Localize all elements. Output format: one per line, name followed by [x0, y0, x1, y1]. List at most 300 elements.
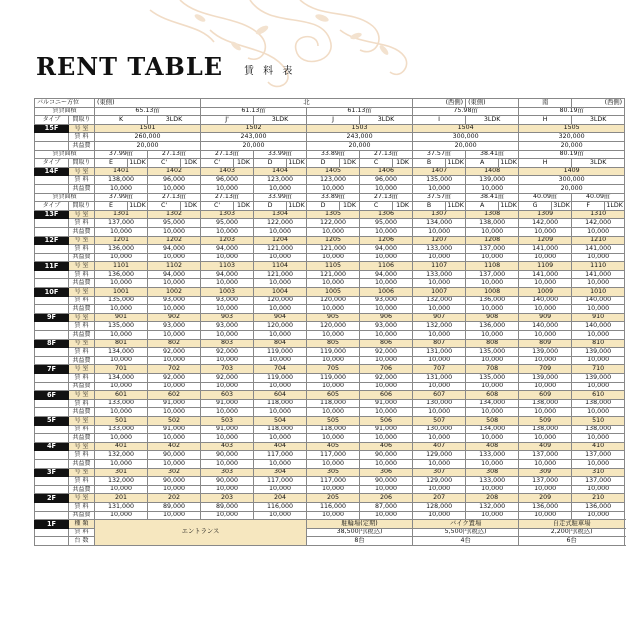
layout-value: 3LDK	[466, 116, 519, 125]
floor-spacer	[35, 477, 69, 486]
layout-value: 1DK	[340, 159, 360, 168]
fee-value: 10,000	[148, 253, 201, 262]
rent-value: 90,000	[201, 451, 254, 460]
layout-value: 1LDK	[447, 201, 464, 209]
rent-value: 118,000	[254, 425, 307, 434]
fee-value: 10,000	[201, 331, 254, 340]
fee-value: 10,000	[148, 227, 201, 236]
area-value: 27.13㎡	[148, 150, 201, 159]
fee-value: 10,000	[466, 184, 519, 193]
table-row	[35, 133, 625, 142]
rent-value: 138,000	[466, 219, 519, 228]
layout-value: 1LDK	[129, 201, 146, 209]
fee-value: 10,000	[254, 382, 307, 391]
type-value: C'	[148, 159, 181, 168]
rent-value: 131,000	[413, 348, 466, 357]
fee-value: 10,000	[466, 434, 519, 443]
fee-value: 10,000	[360, 511, 413, 520]
table-row	[35, 356, 625, 365]
rent-value: 95,000	[360, 219, 413, 228]
rent-label: 賃 料	[69, 528, 95, 537]
floor-label: 12F	[35, 236, 69, 245]
rent-value: 94,000	[360, 270, 413, 279]
fee-value: 10,000	[254, 408, 307, 417]
fee-value: 10,000	[148, 408, 201, 417]
table-row	[35, 219, 625, 228]
fee-label: 共益費	[69, 382, 95, 391]
rent-value: 120,000	[254, 322, 307, 331]
rent-value: 132,000	[95, 451, 148, 460]
rent-value: 94,000	[201, 270, 254, 279]
room-number: 904	[254, 313, 307, 322]
room-number: 1009	[519, 288, 572, 297]
table-row	[35, 176, 625, 185]
table-row	[35, 99, 625, 108]
room-number: 402	[148, 442, 201, 451]
room-number: 702	[148, 365, 201, 374]
room-number: 1101	[95, 262, 148, 271]
type-value: E	[95, 202, 128, 211]
room-number: 1504	[413, 124, 519, 133]
rent-value: 90,000	[360, 451, 413, 460]
room-number: 1104	[254, 262, 307, 271]
rent-value: 90,000	[148, 451, 201, 460]
table-row	[35, 141, 625, 150]
room-number: 1110	[572, 262, 625, 271]
layout-value: 3LDK	[254, 116, 307, 125]
room-number: 308	[466, 468, 519, 477]
room-number: 803	[201, 339, 254, 348]
rent-value: 137,000	[519, 451, 572, 460]
rent-value: 132,000	[466, 502, 519, 511]
room-number: 903	[201, 313, 254, 322]
fee-value: 10,000	[519, 434, 572, 443]
rent-value: 117,000	[307, 451, 360, 460]
area-value: 27.13㎡	[360, 193, 413, 202]
fee-value: 10,000	[466, 382, 519, 391]
layout-value: 3LDK	[572, 116, 625, 125]
table-row	[35, 416, 625, 425]
rent-value: 92,000	[148, 348, 201, 357]
fee-value: 10,000	[95, 408, 148, 417]
floor-spacer	[35, 270, 69, 279]
floor-label: 13F	[35, 210, 69, 219]
rent-label: 賃 料	[69, 322, 95, 331]
room-number: 1302	[148, 210, 201, 219]
fee-value: 10,000	[307, 408, 360, 417]
rent-value: 135,000	[466, 374, 519, 383]
fee-value: 10,000	[413, 485, 466, 494]
layout-value: 1DK	[393, 159, 413, 168]
room-number: 604	[254, 391, 307, 400]
rent-table-container	[34, 98, 623, 546]
room-number: 809	[519, 339, 572, 348]
rent-value: 133,000	[413, 245, 466, 254]
layout-value: 1DK	[181, 202, 201, 211]
room-number: 805	[307, 339, 360, 348]
fee-value: 10,000	[413, 227, 466, 236]
rent-value: 96,000	[360, 176, 413, 185]
table-row	[35, 520, 625, 529]
rent-value: 134,000	[466, 399, 519, 408]
rent-value: 117,000	[307, 477, 360, 486]
rent-value: 140,000	[519, 296, 572, 305]
rent-value: 131,000	[95, 502, 148, 511]
rent-value: 134,000	[413, 219, 466, 228]
floor-label: 15F	[35, 124, 69, 133]
rent-value: 134,000	[466, 425, 519, 434]
room-number: 1005	[307, 288, 360, 297]
fee-label: 共益費	[69, 485, 95, 494]
room-number: 1002	[148, 288, 201, 297]
floor-spacer	[35, 425, 69, 434]
type-value: D	[254, 202, 287, 211]
layout-value: 1LDK	[606, 201, 623, 209]
layout-label: 間取り	[69, 116, 95, 125]
floor-spacer	[35, 399, 69, 408]
type-value: C'	[201, 159, 234, 168]
floor-spacer	[35, 176, 69, 185]
type-value: B	[413, 159, 446, 168]
type-value: D	[307, 202, 340, 211]
fee-value: 10,000	[95, 511, 148, 520]
rent-value: 135,000	[413, 176, 466, 185]
layout-value: 1LDK	[447, 158, 464, 166]
fee-value: 10,000	[307, 331, 360, 340]
room-label: 号 室	[69, 124, 95, 133]
table-row	[35, 184, 625, 193]
fee-label: 共益費	[69, 305, 95, 314]
room-number: 1109	[519, 262, 572, 271]
table-row	[35, 305, 625, 314]
floor-spacer	[35, 528, 69, 537]
room-number: 608	[466, 391, 519, 400]
rent-value: 87,000	[360, 502, 413, 511]
fee-value: 10,000	[466, 485, 519, 494]
rent-value: 136,000	[572, 502, 625, 511]
fee-value: 10,000	[254, 356, 307, 365]
fee-label: 共益費	[69, 331, 95, 340]
room-number: 601	[95, 391, 148, 400]
room-number: 1304	[254, 210, 307, 219]
rent-value: 120,000	[307, 322, 360, 331]
fee-value: 10,000	[254, 511, 307, 520]
area-value: 40.09㎡	[572, 193, 625, 202]
room-number: 303	[201, 468, 254, 477]
room-number: 902	[148, 313, 201, 322]
rent-value: 118,000	[254, 399, 307, 408]
fee-value: 10,000	[148, 305, 201, 314]
rent-value: 122,000	[307, 219, 360, 228]
rent-value: 117,000	[254, 451, 307, 460]
room-number: 307	[413, 468, 466, 477]
room-number: 501	[95, 416, 148, 425]
rent-value: 94,000	[360, 245, 413, 254]
area-value: 80.19㎡	[519, 107, 625, 116]
room-number: 908	[466, 313, 519, 322]
fee-label: 共益費	[69, 408, 95, 417]
room-number: 205	[307, 494, 360, 503]
floor-label: 2F	[35, 494, 69, 503]
room-label: 号 室	[69, 494, 95, 503]
room-number: 408	[466, 442, 519, 451]
rent-value: 93,000	[148, 296, 201, 305]
fee-value: 20,000	[95, 141, 201, 150]
table-row	[35, 459, 625, 468]
room-number: 607	[413, 391, 466, 400]
floor-label: 3F	[35, 468, 69, 477]
rent-value: 120,000	[254, 296, 307, 305]
room-number: 609	[519, 391, 572, 400]
fee-label: 共益費	[69, 141, 95, 150]
floor-label: 11F	[35, 262, 69, 271]
rent-value: 128,000	[413, 502, 466, 511]
rent-value: 138,000	[572, 399, 625, 408]
fee-value: 10,000	[466, 331, 519, 340]
layout-value: 1DK	[393, 202, 413, 211]
fee-value: 10,000	[466, 408, 519, 417]
rent-label: 賃 料	[69, 425, 95, 434]
table-row	[35, 442, 625, 451]
area-label: 賃貸面積	[35, 193, 95, 202]
floor-spacer	[35, 279, 69, 288]
table-row	[35, 494, 625, 503]
rent-value: 139,000	[466, 176, 519, 185]
fee-value: 10,000	[572, 459, 625, 468]
rent-value: 135,000	[95, 322, 148, 331]
room-number: 801	[95, 339, 148, 348]
rent-value: 141,000	[519, 270, 572, 279]
table-row	[35, 150, 625, 159]
fee-value: 10,000	[572, 227, 625, 236]
rent-value: 123,000	[254, 176, 307, 185]
fee-value: 10,000	[360, 356, 413, 365]
layout-value: 1DK	[234, 159, 254, 168]
table-row	[35, 253, 625, 262]
room-number: 709	[519, 365, 572, 374]
table-row	[35, 322, 625, 331]
room-number: 606	[360, 391, 413, 400]
room-number: 305	[307, 468, 360, 477]
fee-label: 共益費	[69, 253, 95, 262]
layout-value: 1DK	[340, 202, 360, 211]
layout-value: 3LDK	[148, 116, 201, 125]
fee-value: 10,000	[466, 459, 519, 468]
fee-value: 10,000	[95, 382, 148, 391]
table-row	[35, 124, 625, 133]
fee-value: 10,000	[307, 434, 360, 443]
rent-value: 130,000	[413, 425, 466, 434]
table-row	[35, 408, 625, 417]
rent-value: 133,000	[95, 399, 148, 408]
table-row	[35, 425, 625, 434]
fee-value: 10,000	[519, 253, 572, 262]
fee-label: 共益費	[69, 356, 95, 365]
area-value: 37.99㎡	[95, 193, 148, 202]
fee-value: 10,000	[95, 253, 148, 262]
fee-value: 10,000	[360, 408, 413, 417]
fee-value: 10,000	[307, 279, 360, 288]
rent-value: 137,000	[466, 270, 519, 279]
rent-label: 賃 料	[69, 451, 95, 460]
table-row	[35, 451, 625, 460]
room-number: 310	[572, 468, 625, 477]
fee-value: 20,000	[519, 184, 625, 193]
table-row	[35, 485, 625, 494]
fee-value: 10,000	[519, 305, 572, 314]
room-number: 909	[519, 313, 572, 322]
table-row	[35, 348, 625, 357]
fee-value: 10,000	[572, 382, 625, 391]
room-number: 405	[307, 442, 360, 451]
use-value: バイク置場	[413, 520, 519, 529]
fee-value: 10,000	[95, 459, 148, 468]
room-label: 号 室	[69, 167, 95, 176]
fee-value: 10,000	[519, 356, 572, 365]
rent-value: 93,000	[148, 322, 201, 331]
room-label: 号 室	[69, 339, 95, 348]
rent-value: 138,000	[95, 176, 148, 185]
room-number: 207	[413, 494, 466, 503]
table-row	[35, 270, 625, 279]
fee-label: 共益費	[69, 184, 95, 193]
fee-value: 10,000	[148, 434, 201, 443]
rent-value: 92,000	[201, 348, 254, 357]
rent-value: 90,000	[148, 477, 201, 486]
room-number: 410	[572, 442, 625, 451]
count-value: 6台	[519, 537, 625, 546]
rent-label: 賃 料	[69, 296, 95, 305]
rent-value: 96,000	[201, 176, 254, 185]
rent-value: 91,000	[360, 399, 413, 408]
rent-value: 139,000	[572, 348, 625, 357]
floor-spacer	[35, 374, 69, 383]
fee-value: 10,000	[360, 227, 413, 236]
fee-value: 10,000	[413, 184, 466, 193]
room-number: 1206	[360, 236, 413, 245]
fee-value: 10,000	[466, 356, 519, 365]
fee-label: 共益費	[69, 511, 95, 520]
direction-west-2: (西側)	[572, 99, 625, 108]
rent-label: 賃 料	[69, 176, 95, 185]
rent-value: 140,000	[572, 322, 625, 331]
rent-value: 132,000	[413, 296, 466, 305]
type-value: J'	[201, 116, 254, 125]
use-value: 自走式駐車場	[519, 520, 625, 529]
rent-value: 135,000	[95, 296, 148, 305]
fee-value: 10,000	[519, 227, 572, 236]
table-row	[35, 227, 625, 236]
floor-spacer	[35, 227, 69, 236]
fee-value: 10,000	[148, 459, 201, 468]
room-number: 1208	[466, 236, 519, 245]
rent-value: 116,000	[307, 502, 360, 511]
rent-value: 89,000	[148, 502, 201, 511]
rent-value: 121,000	[254, 245, 307, 254]
fee-value: 10,000	[413, 434, 466, 443]
area-value: 61.13㎡	[201, 107, 307, 116]
room-number: 1505	[519, 124, 625, 133]
room-number: 1207	[413, 236, 466, 245]
fee-value: 10,000	[95, 184, 148, 193]
use-label: 種 類	[69, 520, 95, 529]
fee-value: 10,000	[201, 253, 254, 262]
rent-table	[34, 98, 625, 546]
room-number: 905	[307, 313, 360, 322]
type-value: A	[466, 159, 499, 168]
type-value: F	[572, 202, 605, 211]
table-row	[35, 365, 625, 374]
rent-value: 139,000	[572, 374, 625, 383]
fee-value: 20,000	[201, 141, 307, 150]
fee-value: 10,000	[307, 253, 360, 262]
room-number: 1305	[307, 210, 360, 219]
area-value: 61.13㎡	[307, 107, 413, 116]
room-number: 206	[360, 494, 413, 503]
room-number: 503	[201, 416, 254, 425]
direction-east: (東側)	[95, 99, 201, 108]
floor-spacer	[35, 322, 69, 331]
price-value: 2,200円(税込)	[519, 528, 625, 537]
floor-spacer	[35, 511, 69, 520]
fee-value: 10,000	[148, 331, 201, 340]
room-number: 1301	[95, 210, 148, 219]
area-value: 37.57㎡	[413, 150, 466, 159]
rent-value: 116,000	[254, 502, 307, 511]
rent-value: 138,000	[519, 399, 572, 408]
rent-value: 121,000	[254, 270, 307, 279]
table-row	[35, 193, 625, 202]
room-number: 1303	[201, 210, 254, 219]
room-number: 1308	[466, 210, 519, 219]
rent-value: 133,000	[413, 270, 466, 279]
area-label: 賃貸面積	[35, 150, 95, 159]
floor-spacer	[35, 305, 69, 314]
fee-value: 10,000	[148, 356, 201, 365]
rent-value: 139,000	[519, 348, 572, 357]
room-number: 1107	[413, 262, 466, 271]
fee-value: 10,000	[201, 227, 254, 236]
floor-spacer	[35, 434, 69, 443]
type-value: C	[360, 202, 393, 211]
floor-spacer	[35, 245, 69, 254]
layout-value: 1DK	[181, 159, 201, 168]
area-value: 38.41㎡	[466, 193, 519, 202]
floor-label: 6F	[35, 391, 69, 400]
floor-spacer	[35, 219, 69, 228]
rent-value: 122,000	[254, 219, 307, 228]
area-value: 33.99㎡	[254, 150, 307, 159]
rent-value: 119,000	[307, 374, 360, 383]
fee-value: 20,000	[307, 141, 413, 150]
room-number: 1404	[254, 167, 307, 176]
fee-value: 10,000	[307, 184, 360, 193]
room-number: 202	[148, 494, 201, 503]
fee-value: 10,000	[201, 356, 254, 365]
fee-value: 10,000	[201, 434, 254, 443]
rent-value: 141,000	[519, 245, 572, 254]
rent-value: 260,000	[95, 133, 201, 142]
room-label: 号 室	[69, 391, 95, 400]
room-number: 203	[201, 494, 254, 503]
page-subtitle: 賃 料 表	[244, 66, 296, 77]
table-row	[35, 279, 625, 288]
rent-value: 134,000	[95, 374, 148, 383]
direction-west: (西側)	[413, 99, 466, 108]
fee-value: 10,000	[360, 184, 413, 193]
table-row	[35, 511, 625, 520]
table-row	[35, 468, 625, 477]
